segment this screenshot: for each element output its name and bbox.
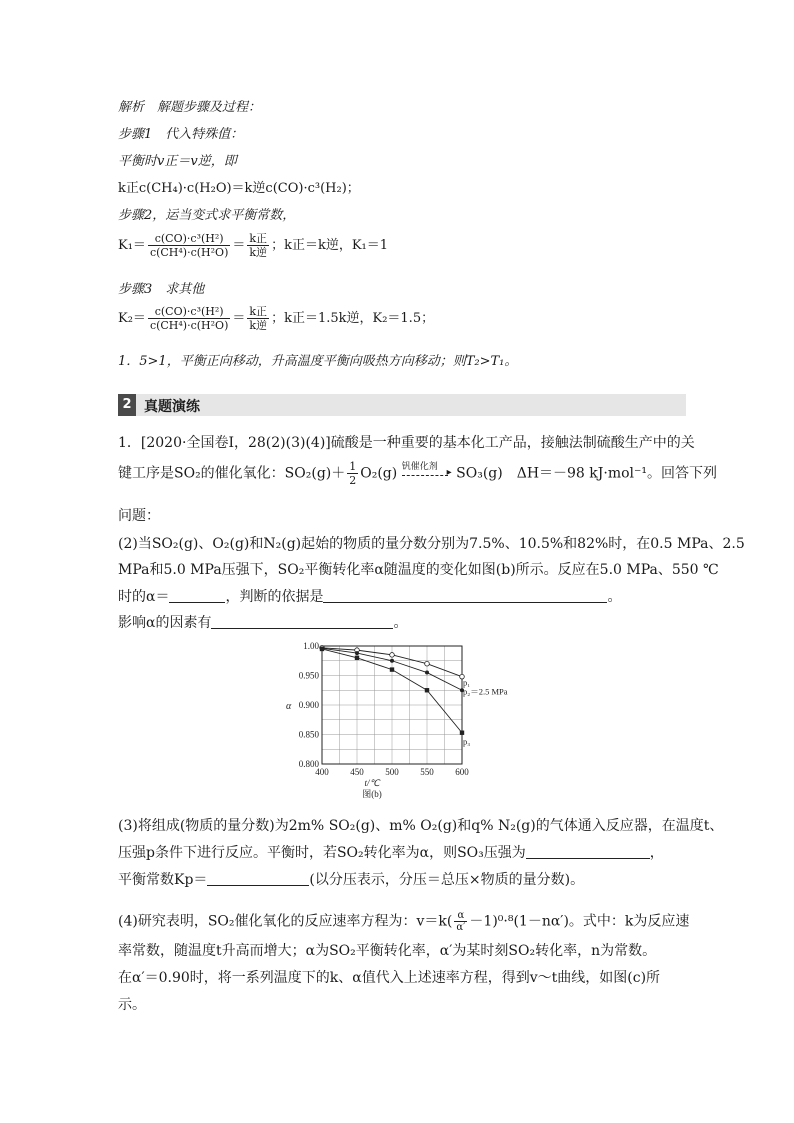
data-point-p1 bbox=[425, 661, 430, 666]
section-title: 真题演练 bbox=[144, 399, 200, 415]
question-line-2 bbox=[118, 460, 717, 487]
question-line-12: 率常数，随温度t升高而增大；α为SO₂平衡转化率，α′为某时刻SO₂转化率，n为常数。 bbox=[118, 943, 657, 959]
k-ratio bbox=[247, 305, 269, 332]
q-text: SO₃(g) ΔH＝－98 kJ·mol⁻¹。回答下列 bbox=[456, 465, 718, 482]
k-den: k逆 bbox=[249, 319, 268, 333]
data-point-p1 bbox=[390, 653, 395, 658]
question-line-13: 在α′＝0.90时，将一系列温度下的k、α值代入上述速率方程，得到v～t曲线，如图(c)所 bbox=[118, 970, 661, 986]
answer-blank-basis[interactable] bbox=[323, 588, 607, 603]
frac-den: α′ bbox=[456, 922, 466, 933]
k-den: k逆 bbox=[249, 246, 268, 260]
x-axis-label: t/℃ bbox=[364, 778, 380, 788]
data-point-p2 bbox=[355, 651, 359, 655]
data-point-p3 bbox=[425, 688, 429, 692]
k-num: k正 bbox=[249, 232, 268, 245]
series-label-p2: p₂＝2.5 MPa bbox=[463, 686, 508, 697]
y-tick-label: 0.950 bbox=[298, 670, 319, 681]
x-tick-label: 400 bbox=[315, 767, 329, 777]
frac-num: α bbox=[454, 910, 467, 922]
x-tick-label: 600 bbox=[455, 767, 469, 777]
k2-expression: K₂＝ $\frac{\text{c(CO)·c³(H²)}}{\text{c(CH⁴)·c(H²O)}}$ ＝ $\frac{\text{k正}}{\text{k逆}}$ ；k正＝1.5k逆，K₂＝1.5； bbox=[118, 305, 435, 333]
analysis-heading: 解析 解题步骤及过程： bbox=[118, 100, 262, 115]
catalyst-label: 钒催化剂 bbox=[401, 462, 438, 472]
conclusion: 1．5>1，平衡正向移动，升高温度平衡向吸热方向移动；则T₂>T₁。 bbox=[118, 354, 518, 369]
question-line-3: 问题： bbox=[118, 508, 160, 524]
q-text: 平衡常数Kp＝ bbox=[118, 872, 208, 888]
q-text: 压强p条件下进行反应。平衡时，若SO₂转化率为α，则SO₃压强为 bbox=[118, 845, 526, 861]
answer-blank-alpha[interactable] bbox=[169, 588, 225, 603]
half-fraction bbox=[347, 460, 358, 487]
section-header bbox=[118, 394, 686, 416]
q-text: ，判断的依据是 bbox=[225, 589, 324, 605]
question-line-8: (3)将组成(物质的量分数)为2m% SO₂(g)、m% O₂(g)和q% N₂(g)的气体通入反应器，在温度t、 bbox=[118, 818, 724, 834]
y-axis-label: α bbox=[286, 701, 292, 712]
answer-blank-so3-pressure[interactable] bbox=[526, 844, 650, 859]
question-line-10 bbox=[118, 869, 584, 889]
data-point-p3 bbox=[355, 656, 359, 660]
catalyst-arrow: 钒催化剂 ▸ bbox=[402, 471, 452, 476]
data-point-p3 bbox=[320, 647, 324, 651]
frac-num: c(CO)·c³(H²) bbox=[148, 232, 230, 246]
alpha-fraction bbox=[454, 910, 467, 933]
q-text: 时的α＝ bbox=[118, 589, 170, 605]
y-tick-label: 1.00 bbox=[303, 641, 319, 651]
k-num: k正 bbox=[249, 305, 268, 318]
q-text: 影响α的因素有 bbox=[118, 615, 212, 631]
data-point-p2 bbox=[425, 671, 429, 675]
x-tick-label: 450 bbox=[350, 767, 364, 777]
question-line-4: (2)当SO₂(g)、O₂(g)和N₂(g)起始的物质的量分数分别为7.5%、10.5%和82%时，在0.5 MPa、2.5 bbox=[118, 536, 745, 552]
series-label-p1: p₁ bbox=[463, 677, 471, 688]
k1-fraction bbox=[148, 232, 230, 259]
step3: 步骤3 求其他 bbox=[118, 282, 205, 297]
q-text: 。 bbox=[393, 615, 408, 631]
k-ratio bbox=[247, 232, 269, 259]
data-point-p3 bbox=[390, 667, 394, 671]
step2: 步骤2，运当变式求平衡常数， bbox=[118, 208, 296, 223]
answer-blank-kp[interactable] bbox=[207, 871, 309, 886]
x-tick-label: 550 bbox=[420, 767, 434, 777]
question-line-1: 1．[2020·全国卷Ⅰ，28(2)(3)(4)]硫酸是一种重要的基本化工产品，接触法制硫酸生产中的关 bbox=[118, 435, 695, 451]
q-text: (以分压表示，分压＝总压×物质的量分数)。 bbox=[309, 872, 585, 888]
k1-prefix: K₁＝ bbox=[118, 238, 146, 254]
q-text: ， bbox=[649, 845, 664, 861]
q-text: －1)⁰·⁸(1－nα′)。式中：k为反应速 bbox=[469, 913, 690, 930]
x-tick-label: 500 bbox=[385, 767, 399, 777]
question-line-9 bbox=[118, 842, 664, 862]
rate-equation: k正c(CH₄)·c(H₂O)＝k逆c(CO)·c³(H₂)； bbox=[118, 181, 360, 196]
y-tick-label: 0.850 bbox=[298, 729, 319, 740]
chart-caption: 图(b) bbox=[362, 789, 382, 799]
k1-expression: K₁＝ $\frac{\text{c(CO)·c³(H²)}}{\text{c(CH⁴)·c(H²O)}}$ ＝ $\frac{\text{k正}}{\text{k逆}}$ ；k正＝k逆，K₁＝1 bbox=[118, 232, 389, 260]
q-text: (4)研究表明，SO₂催化氧化的反应速率方程为：v＝k( bbox=[118, 913, 453, 930]
k2-prefix: K₂＝ bbox=[118, 311, 146, 327]
frac-den: c(CH⁴)·c(H²O) bbox=[149, 319, 229, 333]
y-tick-label: 0.800 bbox=[298, 759, 319, 769]
question-line-5: MPa和5.0 MPa压强下，SO₂平衡转化率α随温度的变化如图(b)所示。反应在5.0 MPa、550 ℃ bbox=[118, 562, 719, 578]
question-line-7 bbox=[118, 612, 407, 632]
y-tick-label: 0.900 bbox=[298, 700, 319, 710]
question-line-14: 示。 bbox=[118, 997, 146, 1013]
alpha-temperature-chart bbox=[284, 636, 524, 808]
q-text: O₂(g) bbox=[360, 465, 398, 482]
frac-den: 2 bbox=[349, 474, 357, 487]
question-line-11 bbox=[118, 910, 689, 933]
step1: 步骤1 代入特殊值： bbox=[118, 127, 244, 142]
frac-den: c(CH⁴)·c(H²O) bbox=[149, 246, 229, 260]
k1-suffix: ；k正＝k逆，K₁＝1 bbox=[271, 238, 389, 254]
equilibrium-note: 平衡时v正＝v逆，即 bbox=[118, 154, 237, 169]
question-line-6 bbox=[118, 586, 621, 606]
q-text: 。 bbox=[607, 589, 622, 605]
data-point-p3 bbox=[460, 731, 464, 735]
data-point-p2 bbox=[390, 659, 394, 663]
frac-num: c(CO)·c³(H²) bbox=[148, 305, 230, 319]
q-text: 键工序是SO₂的催化氧化：SO₂(g)＋ bbox=[118, 465, 346, 482]
series-label-p3: p₃ bbox=[463, 736, 471, 747]
frac-num: 1 bbox=[349, 460, 357, 473]
answer-blank-factors[interactable] bbox=[211, 614, 393, 629]
section-number: 2 bbox=[118, 394, 136, 416]
k2-suffix: ；k正＝1.5k逆，K₂＝1.5； bbox=[271, 311, 435, 327]
k2-fraction bbox=[148, 305, 230, 332]
